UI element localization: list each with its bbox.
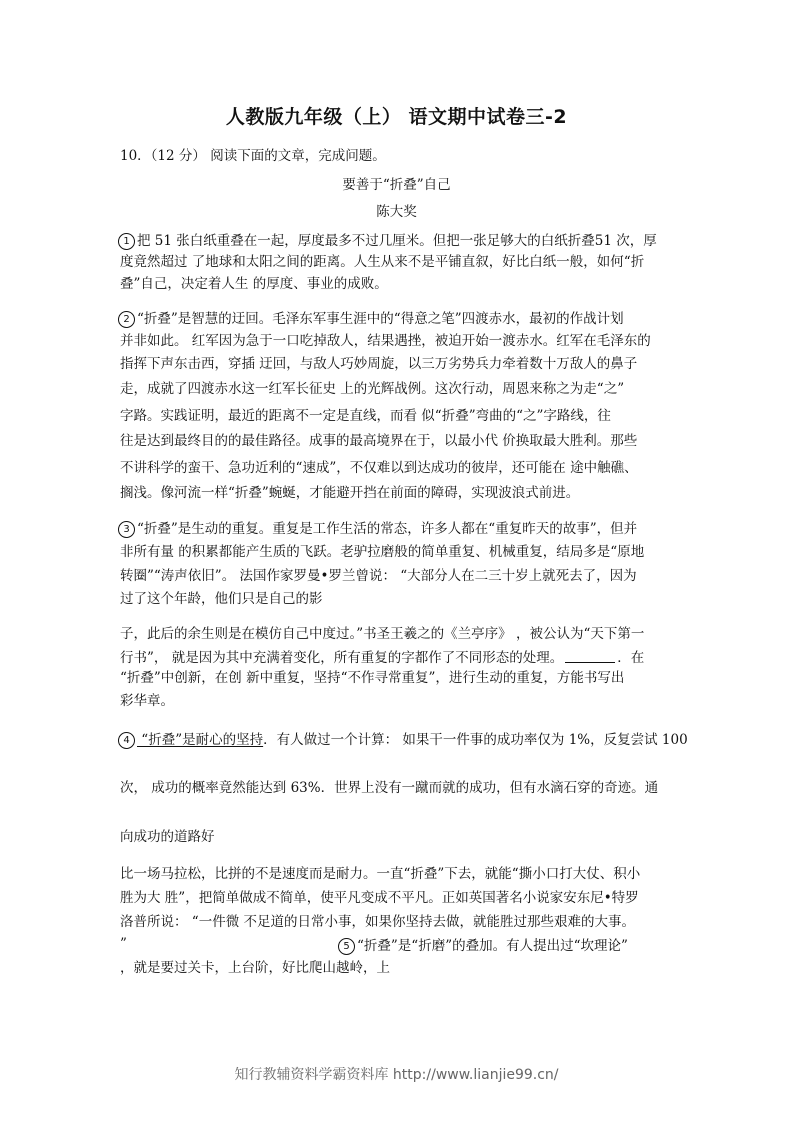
- para4b-line1: 比一场马拉松，比拼的不是速度而是耐力。一直“折叠”下去，就能“撕小口打大仗、积小: [120, 866, 641, 882]
- page-title: 人教版九年级（上） 语文期中试卷三-2: [225, 106, 568, 128]
- para3b-line2: 行书”， 就是因为其中充满着变化，所有重复的字都作了不同形态的处理。 ．在: [120, 650, 645, 666]
- para2-line3: 指挥下声东击西，穿插 迂回，与敌人巧妙周旋，以三万劣势兵力牵着数十万敌人的鼻子: [120, 356, 638, 372]
- para5-line1: 5 “折叠”是“折磨”的叠加。有人提出过“坎理论”: [338, 938, 628, 955]
- para3-line1: 3 “折叠”是生动的重复。重复是工作生活的常态，许多人都在“重复昨天的故事”，但并: [118, 521, 637, 538]
- para4-line1: 4 “折叠”是耐心的坚持．有人做过一个计算： 如果干一件事的成功率仅为 1%，反复尝试 100: [118, 732, 688, 749]
- question-header: 10．（12 分） 阅读下面的文章，完成问题。: [120, 148, 386, 164]
- para5-line2: ，就是要过关卡，上台阶，好比爬山越岭，上: [120, 960, 390, 976]
- para3b-line4: 彩华章。: [120, 693, 174, 709]
- para2-line6: 往是达到最终目的的最佳路径。成事的最高境界在于，以最小代 价换取最大胜利。那些: [120, 433, 638, 449]
- para4-line3: 向成功的道路好: [120, 829, 215, 845]
- para3-line4: 过了这个年龄，他们只是自己的影: [120, 591, 323, 607]
- para4b-line2: 胜为大 胜”，把简单做成不简单，使平凡变成不平凡。正如英国著名小说家安东尼•特罗: [120, 890, 639, 906]
- para3b-line1: 子，此后的余生则是在模仿自己中度过。”书圣王羲之的《兰亭序》 ，被公认为“天下第一: [120, 626, 645, 642]
- para4-line2: 次， 成功的概率竟然能达到 63%．世界上没有一蹴而就的成功，但有水滴石穿的奇迹。通: [120, 780, 659, 796]
- para1-line3: 叠”自己，决定着人生 的厚度、事业的成败。: [120, 276, 388, 292]
- para2-line1: 2 “折叠”是智慧的迂回。毛泽东军事生涯中的“得意之笔”四渡赤水，最初的作战计划: [118, 311, 624, 328]
- para1-line1: 1 把 51 张白纸重叠在一起，厚度最多不过几厘米。但把一张足够大的白纸折叠51 次，厚: [118, 233, 657, 250]
- para3b-line3: “折叠”中创新，在创 新中重复，坚持“不作寻常重复”，进行生动的重复，方能书写出: [120, 670, 625, 686]
- para4-underlined-phrase: “折叠”是耐心的坚持: [137, 732, 264, 748]
- para3-number: 3: [118, 521, 135, 538]
- para1-number: 1: [118, 233, 135, 250]
- article-author: 陈大奖: [376, 204, 417, 220]
- page-footer: 知行教辅资料学霸资料库 http://www.lianjie99.cn/: [234, 1067, 559, 1083]
- para4b-line3: 洛普所说： “一件微 不足道的日常小事，如果你坚持去做，就能胜过那些艰难的大事。: [120, 914, 635, 930]
- para2-number: 2: [118, 311, 135, 328]
- para2-line7: 不讲科学的蛮干、急功近利的“速成”，不仅难以到达成功的彼岸，还可能在 途中触礁、: [120, 460, 638, 476]
- para3-line3: 转圈”“涛声依旧”。 法国作家罗曼•罗兰曾说： “大部分人在二三十岁上就死去了，因为: [120, 568, 637, 584]
- answer-blank[interactable]: [565, 650, 615, 663]
- para1-line2: 度竟然超过 了地球和太阳之间的距离。人生从来不是平铺直叙，好比白纸一般，如何“折: [120, 254, 645, 270]
- para2-line5: 字路。实践证明，最近的距离不一定是直线，而看 似“折叠”弯曲的“之”字路线，往: [120, 408, 611, 424]
- para4-number: 4: [118, 732, 135, 749]
- para5-number: 5: [338, 938, 355, 955]
- para2-line8: 搁浅。像河流一样“折叠”蜿蜒，才能避开挡在前面的障碍，实现波浪式前进。: [120, 485, 580, 501]
- para3-line2: 非所有量 的积累都能产生质的飞跃。老驴拉磨般的简单重复、机械重复，结局多是“原地: [120, 544, 645, 560]
- para4b-quote-close: ”: [120, 936, 127, 952]
- para2-line4: 走，成就了四渡赤水这一红军长征史 上的光辉战例。这次行动，周恩来称之为走“之”: [120, 381, 625, 397]
- para2-line2: 并非如此。 红军因为急于一口吃掉敌人，结果遇挫，被迫开始一渡赤水。红军在毛泽东的: [120, 333, 651, 349]
- article-title: 要善于“折叠”自己: [342, 177, 451, 193]
